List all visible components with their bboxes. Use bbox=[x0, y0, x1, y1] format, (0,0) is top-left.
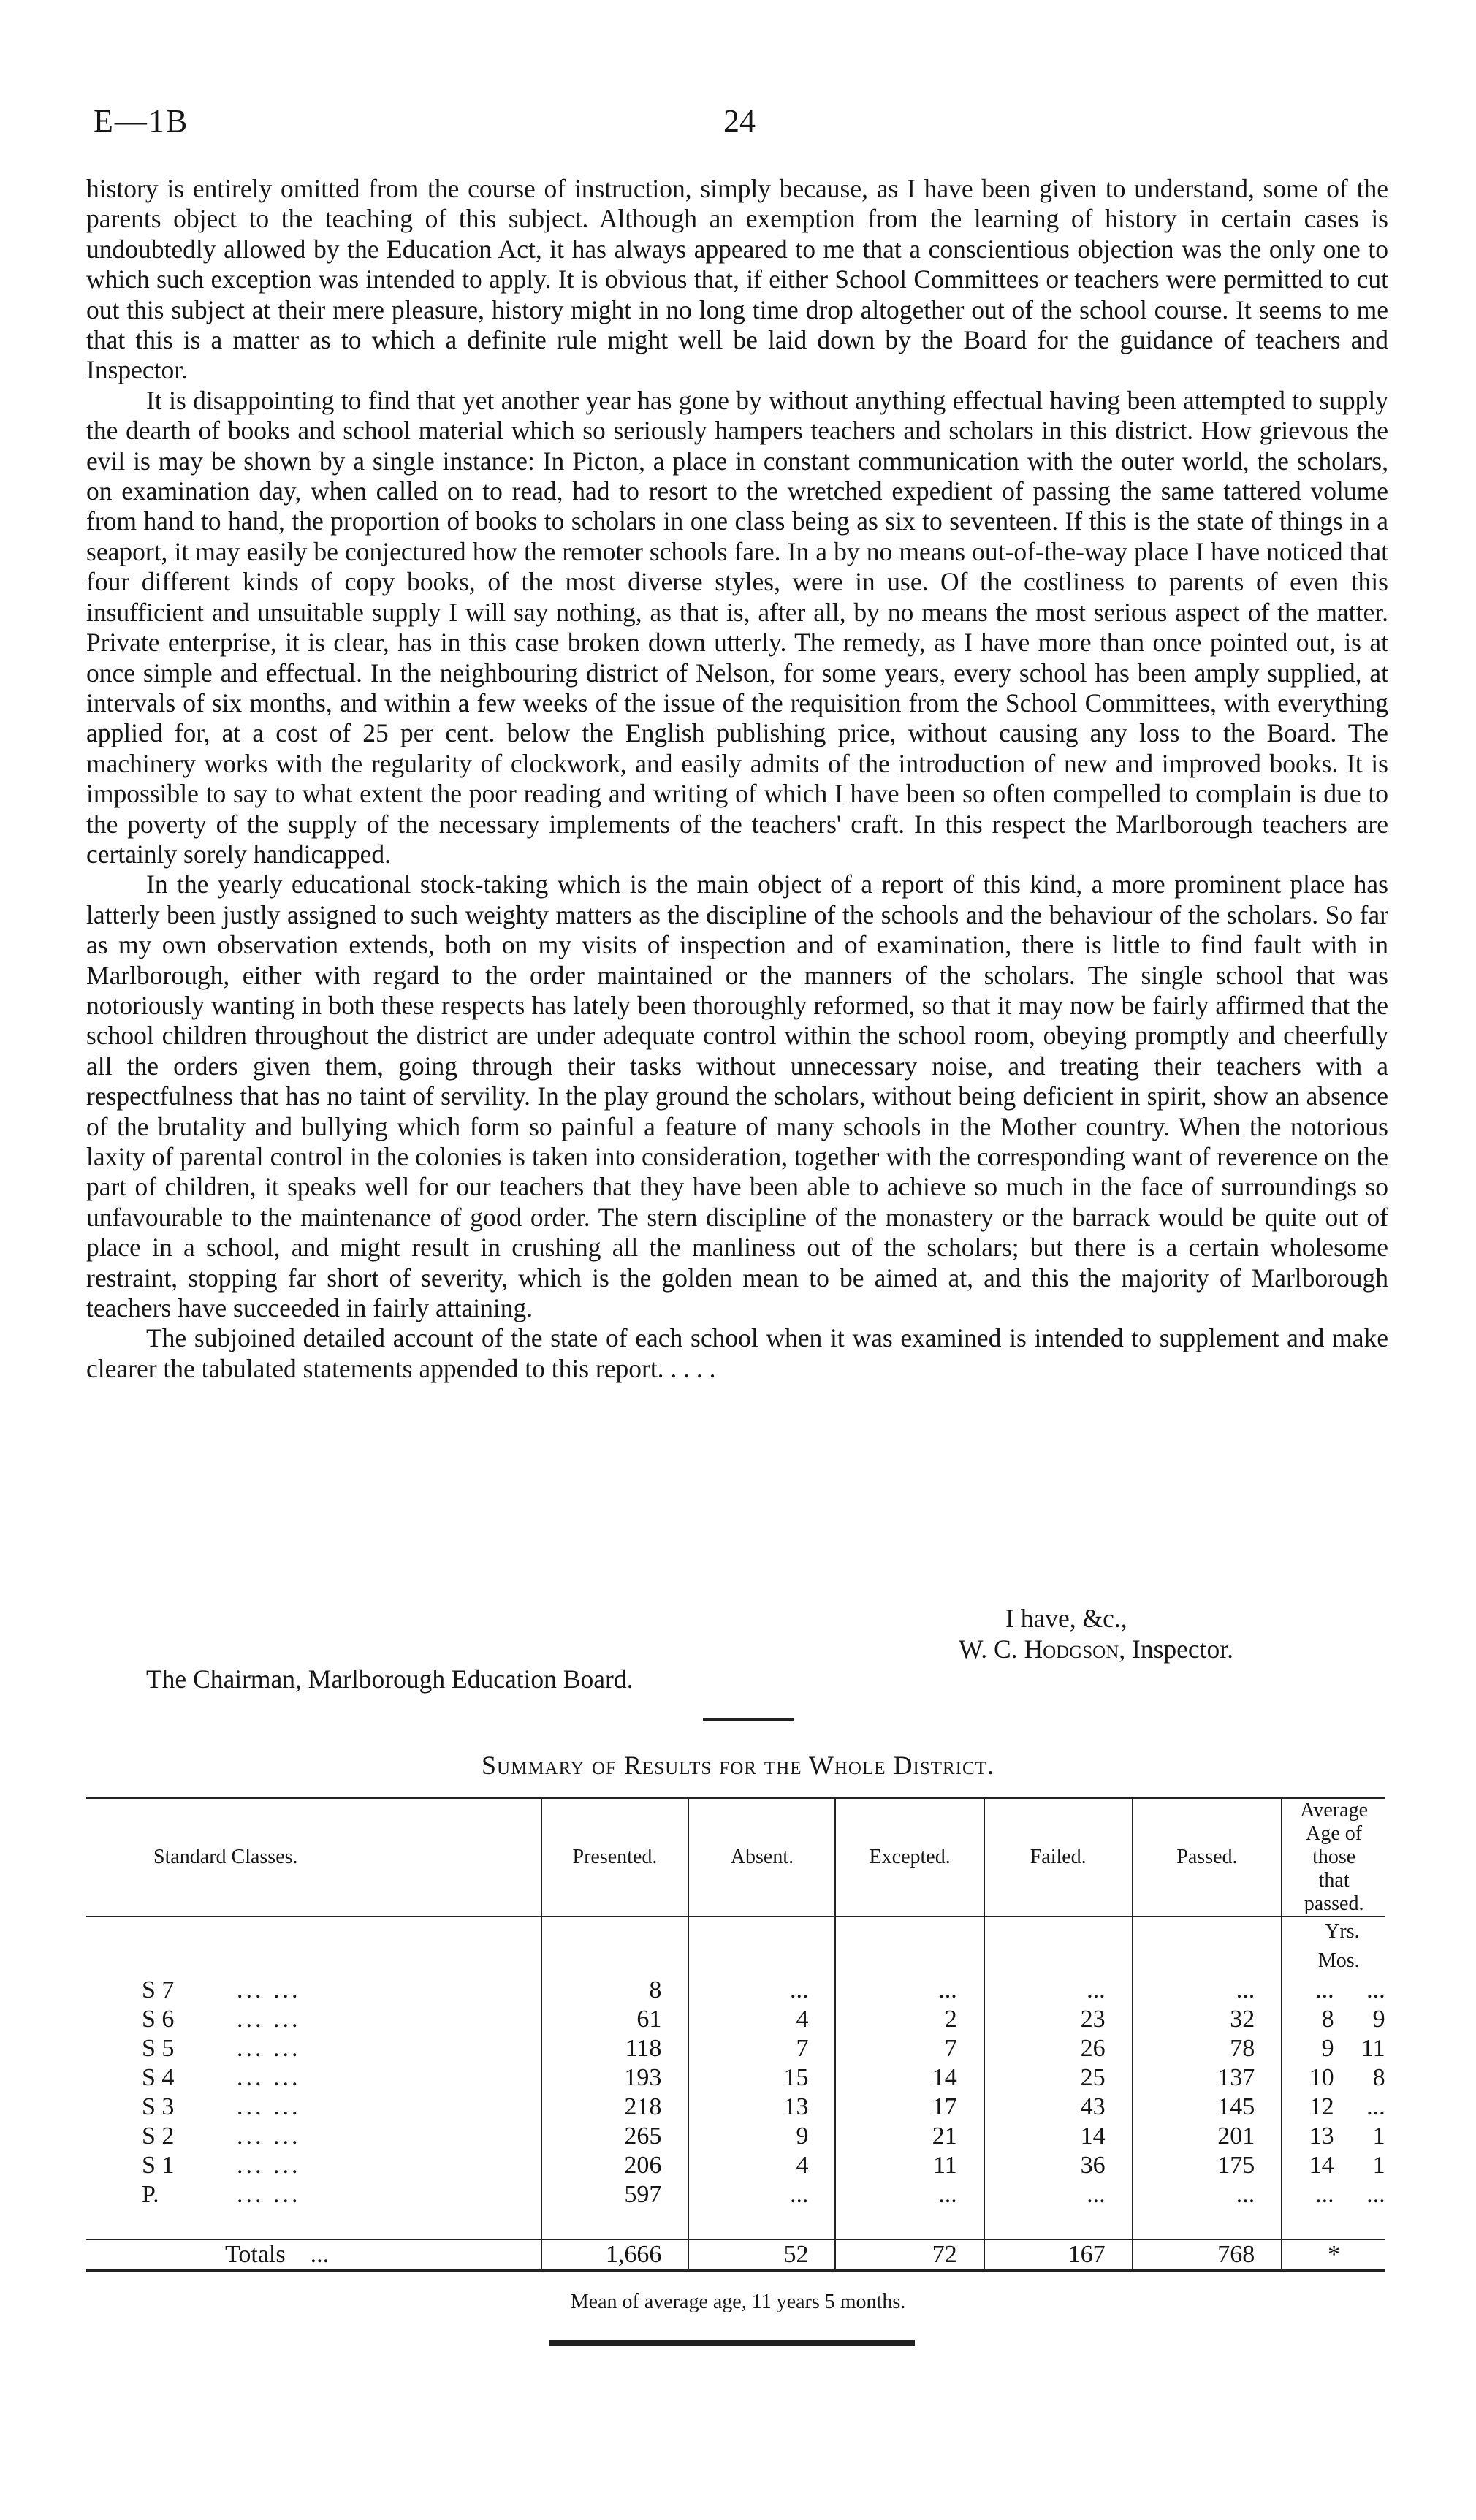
presented-cell: 597 bbox=[541, 2180, 689, 2209]
totals-failed: 167 bbox=[984, 2239, 1133, 2271]
age-months: ... bbox=[1366, 2093, 1385, 2120]
summary-title: Summary of Results for the Whole District. bbox=[482, 1751, 994, 1780]
report-body bbox=[86, 174, 1388, 1384]
absent-cell: ... bbox=[688, 2180, 835, 2209]
age-months: ... bbox=[1366, 1976, 1385, 2003]
absent-cell: 7 bbox=[688, 2034, 835, 2063]
summary-footer bbox=[86, 2209, 1385, 2271]
average-age-cell bbox=[1282, 2005, 1385, 2034]
col-excepted: Excepted. bbox=[835, 1798, 984, 1916]
average-age-cell bbox=[1282, 1976, 1385, 2005]
age-years: 14 bbox=[1309, 2152, 1334, 2179]
salutation: I have, &c., bbox=[1005, 1604, 1127, 1633]
leader-dots: ... ... bbox=[237, 2123, 301, 2150]
absent-cell: 13 bbox=[688, 2093, 835, 2122]
paragraph-subjoined: The subjoined detailed account of the state of each school when it was examined is intended to supplement and make clearer the tabulated statements appended to this report. . . . . bbox=[86, 1323, 1388, 1383]
standard-code: S 1 bbox=[142, 2152, 175, 2179]
standard-code: S 6 bbox=[142, 2006, 175, 2033]
standard-code: S 2 bbox=[142, 2123, 175, 2150]
standard-class bbox=[86, 2151, 541, 2180]
failed-cell: 25 bbox=[984, 2063, 1133, 2093]
addressee: The Chairman, Marlborough Education Board. bbox=[146, 1664, 634, 1694]
age-years: 10 bbox=[1309, 2064, 1334, 2091]
average-age-cell bbox=[1282, 2093, 1385, 2122]
excepted-cell: 7 bbox=[835, 2034, 984, 2063]
presented-cell: 193 bbox=[541, 2063, 689, 2093]
leader-dots: ... ... bbox=[237, 2064, 301, 2091]
col-average-age: Average Age of those that passed. bbox=[1282, 1798, 1385, 1916]
signatory-title: , Inspector. bbox=[1119, 1634, 1234, 1664]
standard-code: S 3 bbox=[142, 2093, 175, 2120]
excepted-cell: ... bbox=[835, 1976, 984, 2005]
age-years: 12 bbox=[1309, 2093, 1334, 2120]
document-reference: E—1B bbox=[94, 103, 189, 139]
section-divider bbox=[703, 1718, 794, 1721]
average-age-cell bbox=[1282, 2122, 1385, 2151]
absent-cell: 4 bbox=[688, 2005, 835, 2034]
summary-row bbox=[86, 2063, 1385, 2093]
presented-cell: 206 bbox=[541, 2151, 689, 2180]
summary-table bbox=[86, 1797, 1385, 2272]
summary-row bbox=[86, 1976, 1385, 2005]
failed-cell: 14 bbox=[984, 2122, 1133, 2151]
standard-class bbox=[86, 2093, 541, 2122]
mean-age-note: Mean of average age, 11 years 5 months. bbox=[570, 2291, 906, 2313]
standard-class bbox=[86, 2005, 541, 2034]
summary-row bbox=[86, 2005, 1385, 2034]
summary-header-row bbox=[86, 1798, 1385, 1916]
leader-dots: ... ... bbox=[237, 2181, 301, 2208]
standard-class bbox=[86, 2034, 541, 2063]
leader-dots: ... ... bbox=[237, 1976, 301, 2003]
summary-row bbox=[86, 2180, 1385, 2209]
age-units-row bbox=[86, 1916, 1385, 1976]
standard-code: P. bbox=[142, 2181, 159, 2208]
leader-dots: ... ... bbox=[237, 2006, 301, 2033]
excepted-cell: 14 bbox=[835, 2063, 984, 2093]
passed-cell: ... bbox=[1133, 1976, 1282, 2005]
failed-cell: ... bbox=[984, 2180, 1133, 2209]
average-age-cell bbox=[1282, 2180, 1385, 2209]
col-presented: Presented. bbox=[541, 1798, 689, 1916]
age-years: 13 bbox=[1309, 2123, 1334, 2150]
passed-cell: 137 bbox=[1133, 2063, 1282, 2093]
age-months: 1 bbox=[1372, 2152, 1385, 2179]
age-months: ... bbox=[1366, 2181, 1385, 2208]
presented-cell: 61 bbox=[541, 2005, 689, 2034]
totals-passed: 768 bbox=[1133, 2239, 1282, 2271]
presented-cell: 218 bbox=[541, 2093, 689, 2122]
age-months: 11 bbox=[1361, 2035, 1385, 2062]
col-absent: Absent. bbox=[688, 1798, 835, 1916]
summary-rows bbox=[86, 1976, 1385, 2209]
standard-code: S 7 bbox=[142, 1976, 175, 2003]
summary-row bbox=[86, 2122, 1385, 2151]
summary-row bbox=[86, 2151, 1385, 2180]
leader-dots: ... ... bbox=[237, 2152, 301, 2179]
age-years: 8 bbox=[1321, 2006, 1334, 2033]
summary-row bbox=[86, 2034, 1385, 2063]
failed-cell: 43 bbox=[984, 2093, 1133, 2122]
passed-cell: 78 bbox=[1133, 2034, 1282, 2063]
years-unit-label: Yrs. bbox=[1325, 1920, 1360, 1943]
average-age-cell bbox=[1282, 2151, 1385, 2180]
signature bbox=[959, 1634, 1233, 1664]
paragraph-discipline: In the yearly educational stock-taking which is the main object of a report of this kind, a more prominent place has latterly been justly assigned to such weighty matters as the discipline of the schools and the behaviour of the scholars. So far as my own observation extends, both on my visits of inspection and of examination, there is little to find fault with in Marlborough, either with regard to the order maintained or the manners of the scholars. The single school that was notoriously wanting in both these respects has lately been thoroughly reformed, so that it may now be fairly affirmed that the school children throughout the district are under adequate control within the school room, obeying promptly and cheerfully all the orders given them, going through their tasks without unnecessary noise, and treating their teachers with a respectfulness that has no taint of servility. In the play ground the scholars, without being deficient in spirit, show an absence of the brutality and bullying which form so painful a feature of many schools in the Mother country. When the notorious laxity of parental control in the colonies is taken into consideration, together with the corresponding want of reverence on the part of children, it speaks well for our teachers that they have been able to achieve so much in the face of surroundings so unfavourable to the maintenance of good order. The stern discipline of the monastery or the barrack would be quite out of place in a school, and might result in crushing all the manliness out of the scholars; but there is a certain wholesome restraint, stopping far short of severity, which is the golden mean to be aimed at, and this the majority of Marlborough teachers have succeeded in fairly attaining. bbox=[86, 869, 1388, 1323]
excepted-cell: 11 bbox=[835, 2151, 984, 2180]
average-age-cell bbox=[1282, 2063, 1385, 2093]
failed-cell: 23 bbox=[984, 2005, 1133, 2034]
absent-cell: 9 bbox=[688, 2122, 835, 2151]
leader-dots: ... ... bbox=[237, 2093, 301, 2120]
excepted-cell: 17 bbox=[835, 2093, 984, 2122]
presented-cell: 8 bbox=[541, 1976, 689, 2005]
totals-average-age: * bbox=[1282, 2239, 1385, 2271]
totals-presented: 1,666 bbox=[541, 2239, 689, 2271]
absent-cell: 15 bbox=[688, 2063, 835, 2093]
absent-cell: 4 bbox=[688, 2151, 835, 2180]
passed-cell: 32 bbox=[1133, 2005, 1282, 2034]
standard-class bbox=[86, 1976, 541, 2005]
totals-absent: 52 bbox=[688, 2239, 835, 2271]
average-age-cell bbox=[1282, 2034, 1385, 2063]
standard-code: S 5 bbox=[142, 2035, 175, 2062]
totals-row bbox=[86, 2239, 1385, 2271]
leader-dots: ... ... bbox=[237, 2035, 301, 2062]
age-years: 9 bbox=[1321, 2035, 1334, 2062]
totals-excepted: 72 bbox=[835, 2239, 984, 2271]
age-months: 9 bbox=[1372, 2006, 1385, 2033]
paragraph-books: It is disappointing to find that yet another year has gone by without anything effectual having been attempted to supply the dearth of books and school material which so seriously hampers teachers and scholars in this district. How grievous the evil is may be shown by a single instance: In Picton, a place in constant communication with the outer world, the scholars, on examination day, when called on to read, had to resort to the wretched expedient of passing the same tattered volume from hand to hand, the proportion of books to scholars in one class being as six to seventeen. If this is the state of things in a seaport, it may easily be conjectured how the remoter schools fare. In a by no means out-of-the-way place I have noticed that four different kinds of copy books, of the most diverse styles, were in use. Of the costliness to parents of even this insufficient and unsuitable supply I will say nothing, as that is, after all, by no means the most serious aspect of the matter. Private enterprise, it is clear, has in this case broken down utterly. The remedy, as I have more than once pointed out, is at once simple and effectual. In the neighbouring district of Nelson, for some years, every school has been amply supplied, at intervals of six months, and within a few weeks of the issue of the requisition from the School Committees, with everything applied for, at a cost of 25 per cent. below the English publishing price, without causing any loss to the Board. The machinery works with the regularity of clockwork, and easily admits of the introduction of new and improved books. It is impossible to say to what extent the poor reading and writing of which I have been so often compelled to complain is due to the poverty of the supply of the necessary implements of the teachers' craft. In this respect the Marlborough teachers are certainly sorely handicapped. bbox=[86, 385, 1388, 869]
passed-cell: 145 bbox=[1133, 2093, 1282, 2122]
totals-label: Totals ... bbox=[86, 2239, 541, 2271]
col-standard-classes: Standard Classes. bbox=[86, 1798, 541, 1916]
presented-cell: 265 bbox=[541, 2122, 689, 2151]
passed-cell: ... bbox=[1133, 2180, 1282, 2209]
months-unit-label: Mos. bbox=[1317, 1949, 1360, 1972]
signatory-surname: Hodgson bbox=[1024, 1634, 1119, 1664]
absent-cell: ... bbox=[688, 1976, 835, 2005]
passed-cell: 201 bbox=[1133, 2122, 1282, 2151]
age-years: ... bbox=[1315, 2181, 1334, 2208]
passed-cell: 175 bbox=[1133, 2151, 1282, 2180]
standard-class bbox=[86, 2180, 541, 2209]
presented-cell: 118 bbox=[541, 2034, 689, 2063]
paragraph-history: history is entirely omitted from the course of instruction, simply because, as I have been given to understand, some of the parents object to the teaching of this subject. Although an exemption from the learning of history in certain cases is undoubtedly allowed by the Education Act, it has always appeared to me that a conscientious objection was the only one to which such exception was intended to apply. It is obvious that, if either School Committees or teachers were permitted to cut out this subject at their mere pleasure, history might in no long time drop altogether out of the school course. It seems to me that this is a matter as to which a definite rule might well be laid down by the Board for the guidance of teachers and Inspector. bbox=[86, 174, 1388, 385]
excepted-cell: ... bbox=[835, 2180, 984, 2209]
col-failed: Failed. bbox=[984, 1798, 1133, 1916]
closing-rule bbox=[549, 2340, 915, 2346]
excepted-cell: 21 bbox=[835, 2122, 984, 2151]
standard-class bbox=[86, 2122, 541, 2151]
age-months: 1 bbox=[1372, 2123, 1385, 2150]
standard-code: S 4 bbox=[142, 2064, 175, 2091]
standard-class bbox=[86, 2063, 541, 2093]
age-years: ... bbox=[1315, 1976, 1334, 2003]
col-passed: Passed. bbox=[1133, 1798, 1282, 1916]
failed-cell: ... bbox=[984, 1976, 1133, 2005]
excepted-cell: 2 bbox=[835, 2005, 984, 2034]
summary-row bbox=[86, 2093, 1385, 2122]
failed-cell: 36 bbox=[984, 2151, 1133, 2180]
age-months: 8 bbox=[1372, 2064, 1385, 2091]
signatory-initials: W. C. bbox=[959, 1634, 1018, 1664]
summary-body bbox=[86, 1916, 1385, 1976]
failed-cell: 26 bbox=[984, 2034, 1133, 2063]
page-number: 24 bbox=[723, 103, 756, 139]
